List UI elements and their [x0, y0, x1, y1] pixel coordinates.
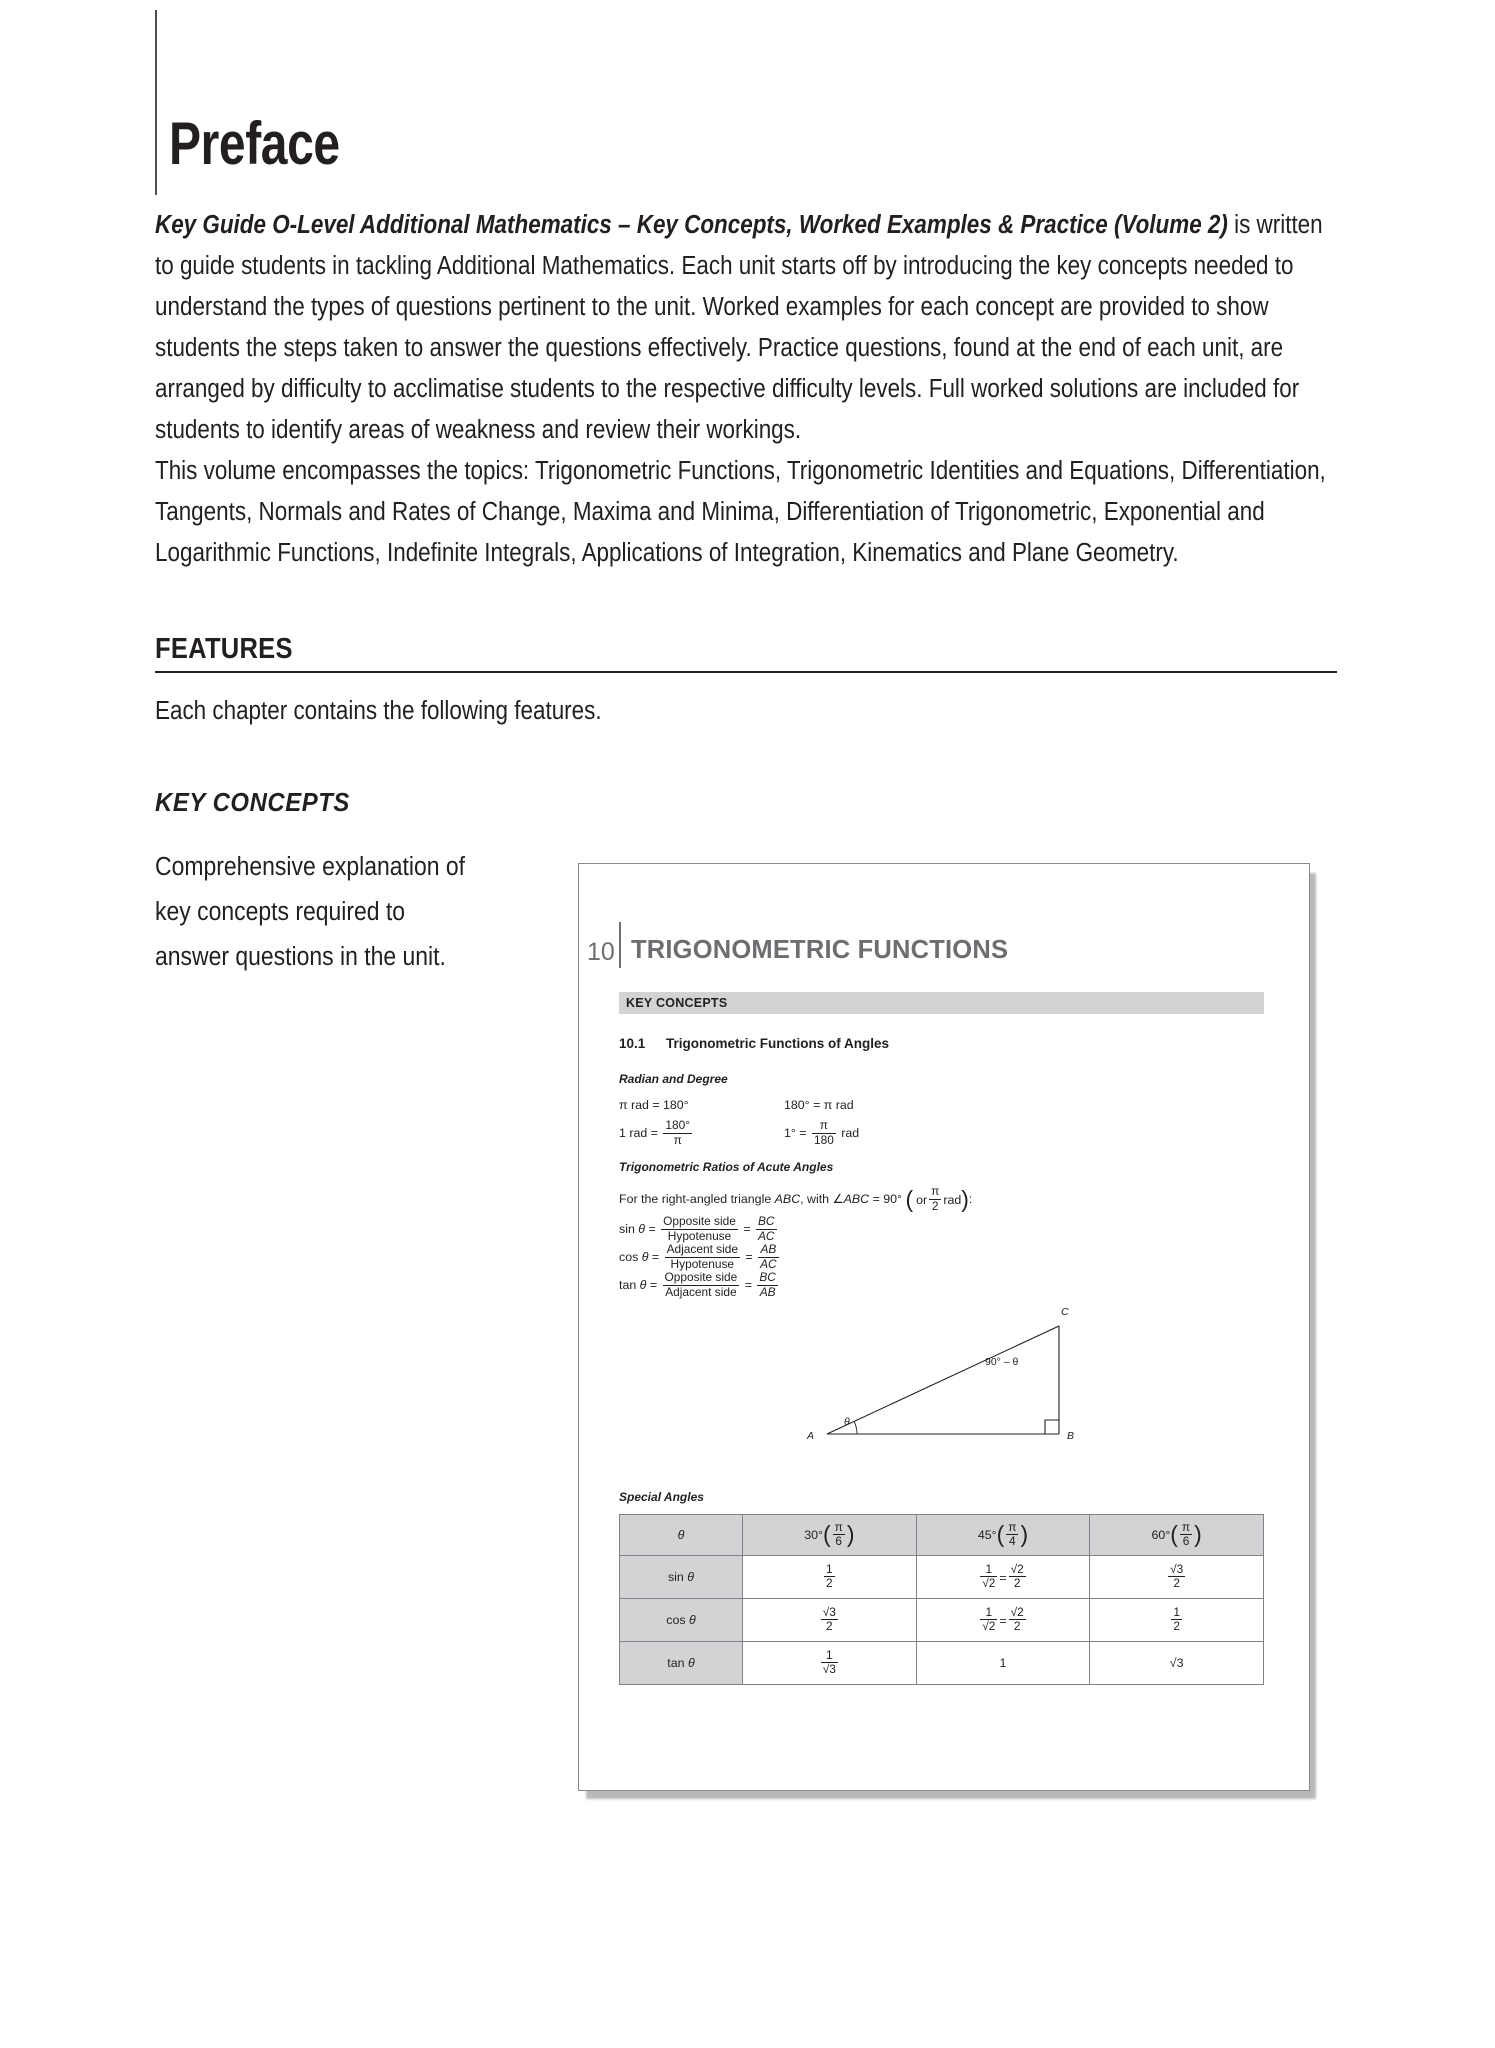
inset-radian-eq-1: π rad = 180° — [619, 1098, 689, 1112]
angle-radians: ( $\frac{\pi}{6}$ ) — [1170, 1519, 1202, 1548]
special-angles-cell — [1090, 1599, 1264, 1642]
special-angles-column-header — [743, 1515, 917, 1556]
preface-paragraph-1-rest: is written to guide students in tackling Additional Mathematics. Each unit starts off by introducing the key concepts needed to understand the types of questions pertinent to the unit. Worked examples for each concept are provided to show students the steps taken to answer the questions effectively. Practice questions, found at the end of each unit, are arranged by difficulty to acclimatise students to the respective difficulty levels. Full worked solutions are included for students to identify areas of weakness and review their workings. — [155, 211, 1323, 444]
angle-header-content — [978, 1521, 1028, 1549]
triangle-angle-complement-label: 90° – θ — [985, 1356, 1019, 1368]
inset-ratio-equation: cos θ = $\frac{\text{Adjacent side}}{\text{Hypotenuse}}$ = $\frac{AB}{AC}$ — [619, 1242, 777, 1271]
title-vertical-rule — [155, 10, 157, 195]
cell-fraction: $\frac{1}{2}$ — [1173, 1604, 1180, 1633]
special-angles-column-header — [1090, 1515, 1264, 1556]
inset-ratios-subheading: Trigonometric Ratios of Acute Angles — [619, 1160, 834, 1174]
special-angles-cell — [916, 1556, 1090, 1599]
inset-ratio-word-fraction: $\frac{\text{Opposite side}}{\text{Adjacent side}}$ — [664, 1270, 738, 1299]
angle-radians: ( $\frac{\pi}{6}$ ) — [822, 1519, 855, 1548]
inset-ratio-side-fraction: $\frac{AB}{AC}$ — [760, 1242, 777, 1271]
preface-body — [155, 205, 1337, 574]
cell-fraction-left: $\frac{1}{√2}$ — [982, 1562, 996, 1591]
inset-intro-fraction: $\frac{\pi}{2}$ — [931, 1184, 940, 1213]
cell-fraction-equality — [978, 1564, 1028, 1592]
special-angles-row — [620, 1556, 1264, 1599]
inset-radian-degree-subheading: Radian and Degree — [619, 1072, 728, 1086]
angle-degrees: 60° — [1151, 1528, 1171, 1542]
special-angles-cell — [743, 1642, 917, 1685]
cell-fraction-right: $\frac{√2}{2}$ — [1010, 1562, 1024, 1591]
triangle-vertex-b-label: B — [1067, 1430, 1075, 1442]
special-angles-cell — [743, 1599, 917, 1642]
inset-section-heading — [619, 1036, 889, 1051]
inset-radian-eq-2: 1 rad = $\frac{180^\circ}{\pi}$ — [619, 1118, 690, 1147]
special-angles-cell — [916, 1599, 1090, 1642]
inset-intro-rad: rad — [943, 1192, 962, 1207]
preface-paragraph-2: This volume encompasses the topics: Trigonometric Functions, Trigonometric Identities and Equations, Differentiation, Tangents, Normals and Rates of Change, Maxima and Minima, Differentiation of Trigonometric, Exponential and Logarithmic Functions, Indefinite Integrals, Applications of Integration, Kinematics and Plane Geometry. — [155, 457, 1326, 567]
inset-degree-eq-2: 1° = $\frac{\pi}{180}$ rad — [784, 1118, 860, 1147]
special-angles-row — [620, 1599, 1264, 1642]
inset-ratio-function: cos θ — [619, 1250, 649, 1265]
special-angles-column-header — [916, 1515, 1090, 1556]
fraction: $\frac{\pi}{4}$ — [1008, 1519, 1017, 1548]
inset-chapter-rule — [619, 922, 621, 968]
theta-symbol: θ — [677, 1528, 685, 1542]
triangle-vertex-c-label: C — [1061, 1306, 1069, 1318]
inset-ratio-side-fraction: $\frac{BC}{AC}$ — [758, 1214, 775, 1243]
inset-ratio-side-fraction: $\frac{BC}{AB}$ — [759, 1270, 776, 1299]
inset-radian-eq-2-fraction: $\frac{180^\circ}{\pi}$ — [665, 1118, 690, 1147]
special-angles-row-label: sin θ — [620, 1556, 743, 1599]
equals-sign: = — [999, 1613, 1007, 1628]
inset-degree-eq-1: 180° = π rad — [784, 1098, 854, 1112]
special-angles-row — [620, 1642, 1264, 1685]
preface-paragraph-1 — [155, 205, 1337, 451]
inset-triangle-abc-1: ABC — [774, 1192, 801, 1207]
special-angles-row-label: cos θ — [620, 1599, 743, 1642]
features-subtitle: Each chapter contains the following features. — [155, 697, 602, 725]
right-triangle-figure — [809, 1304, 1099, 1454]
features-heading: FEATURES — [155, 633, 293, 665]
inset-ratio-equation: sin θ = $\frac{\text{Opposite side}}{\text{Hypotenuse}}$ = $\frac{BC}{AC}$ — [619, 1214, 775, 1243]
triangle-vertex-a-label: A — [807, 1430, 815, 1442]
angle-header-content — [1152, 1521, 1202, 1549]
key-concepts-feature-description: Comprehensive explanation of key concepts required to answer questions in the unit. — [155, 853, 466, 971]
inset-intro-paren-group: ( or $\frac{\pi}{2}$ rad ) — [905, 1184, 969, 1213]
features-section-header — [155, 633, 1337, 673]
inset-ratio-function: sin θ — [619, 1222, 646, 1237]
inset-chapter-number: 10 — [587, 938, 615, 966]
angle-degrees: 30° — [804, 1528, 823, 1542]
inset-ratio-word-fraction: $\frac{\text{Adjacent side}}{\text{Hypotenuse}}$ — [666, 1242, 738, 1271]
angle-header-content — [804, 1521, 854, 1549]
cell-fraction-equality — [978, 1607, 1028, 1635]
inset-triangle-abc-2: ABC — [843, 1192, 870, 1207]
cell-fraction: $\frac{1}{√3}$ — [822, 1647, 836, 1676]
special-angles-table — [619, 1514, 1264, 1685]
special-angles-row-label: tan θ — [620, 1642, 743, 1685]
inset-ratios-intro: For the right-angled triangle ABC, with ∠ABC = 90° ( or $\frac{\pi}{2}$ rad ) : — [619, 1184, 973, 1213]
page-title: Preface — [169, 110, 340, 177]
fraction: $\frac{\pi}{6}$ — [1181, 1519, 1191, 1548]
cell-fraction: $\frac{√3}{2}$ — [822, 1604, 836, 1633]
inset-ratio-equation: tan θ = $\frac{\text{Opposite side}}{\text{Adjacent side}}$ = $\frac{BC}{AB}$ — [619, 1270, 776, 1299]
inset-key-concepts-label: KEY CONCEPTS — [626, 996, 728, 1010]
special-angles-cell — [1090, 1556, 1264, 1599]
features-divider — [155, 671, 1337, 673]
equals-sign: = — [999, 1570, 1007, 1585]
special-angles-cell: 1 — [916, 1642, 1090, 1685]
cell-fraction-left: $\frac{1}{√2}$ — [982, 1605, 996, 1634]
angle-radians: ( $\frac{\pi}{4}$ ) — [996, 1519, 1029, 1548]
inset-special-angles-subheading: Special Angles — [619, 1490, 704, 1504]
inset-chapter-title: TRIGONOMETRIC FUNCTIONS — [631, 936, 1009, 964]
inset-intro-or: or — [916, 1192, 928, 1207]
special-angles-cell — [743, 1556, 917, 1599]
inset-key-concepts-bar — [619, 992, 1264, 1014]
angle-degrees: 45° — [977, 1528, 997, 1542]
special-angles-header-row — [620, 1515, 1264, 1556]
special-angles-cell: √3 — [1090, 1642, 1264, 1685]
fraction: $\frac{\pi}{6}$ — [834, 1519, 843, 1548]
cell-fraction: $\frac{√3}{2}$ — [1170, 1561, 1184, 1590]
inset-page-content — [579, 864, 1309, 1790]
book-title: Key Guide O-Level Additional Mathematics – Key Concepts, Worked Examples & Practice (Volume 2) — [155, 211, 1228, 239]
cell-fraction: $\frac{1}{2}$ — [826, 1561, 833, 1590]
inset-ratio-function: tan θ — [619, 1278, 647, 1293]
special-angles-theta-header — [620, 1515, 743, 1556]
inset-section-title: Trigonometric Functions of Angles — [666, 1036, 890, 1051]
inset-section-number: 10.1 — [619, 1036, 646, 1051]
inset-page-preview — [578, 863, 1310, 1791]
inset-degree-eq-2-fraction: $\frac{\pi}{180}$ — [813, 1118, 834, 1147]
triangle-angle-theta-label: θ — [844, 1416, 850, 1428]
cell-fraction-right: $\frac{√2}{2}$ — [1010, 1605, 1024, 1634]
key-concepts-feature-heading: KEY CONCEPTS — [155, 787, 350, 817]
inset-ratio-word-fraction: $\frac{\text{Opposite side}}{\text{Hypotenuse}}$ — [663, 1214, 736, 1243]
